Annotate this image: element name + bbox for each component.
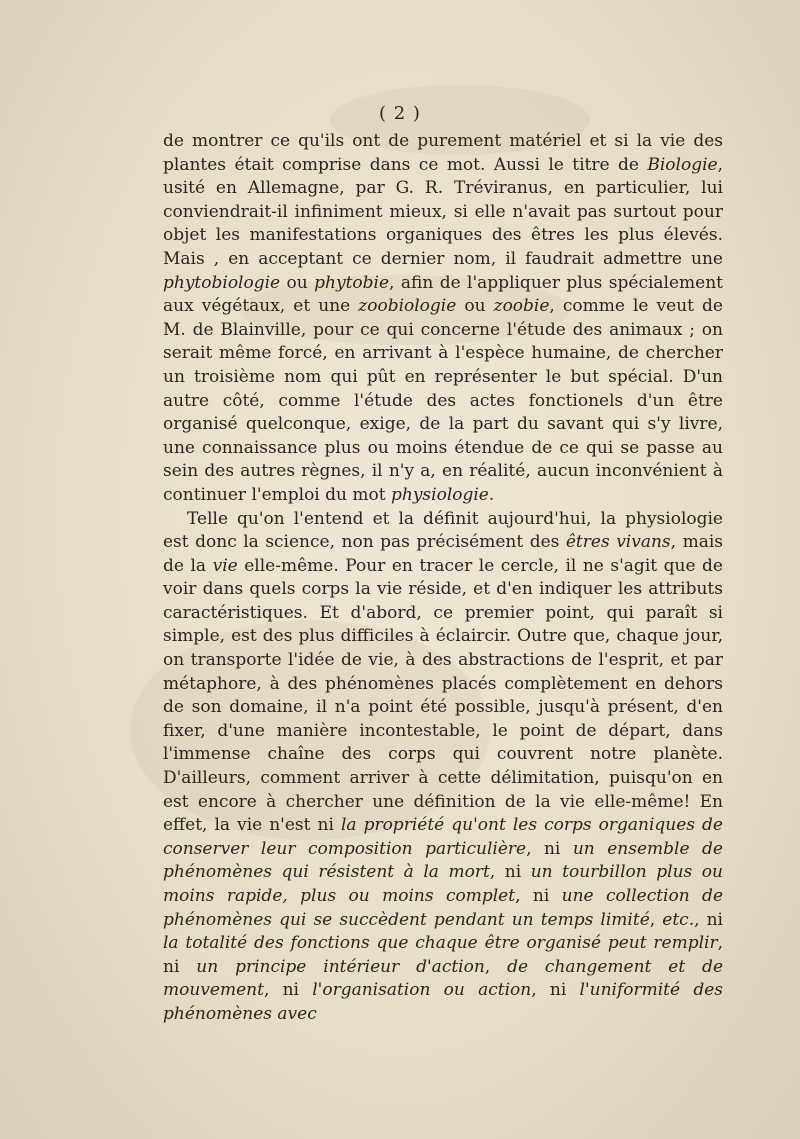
- italic-text: vie: [212, 555, 238, 576]
- text-run: , mais de la: [163, 532, 723, 576]
- italic-text: êtres vivans: [565, 532, 671, 553]
- text-run: , ni: [531, 980, 580, 1001]
- text-run: ou: [456, 296, 494, 317]
- text-run: ou: [280, 272, 315, 293]
- text-run: , ni: [489, 862, 531, 883]
- italic-text: un tourbillon plus ou moins rapide, plus ou moins complet: [163, 862, 723, 906]
- italic-text: un principe intérieur d'action: [196, 956, 485, 977]
- italic-text: l'organisation ou action: [312, 980, 532, 1001]
- italic-text: la propriété qu'ont les corps organiques de conserver leur composition particulière: [163, 815, 723, 859]
- paragraph: [163, 130, 723, 508]
- italic-text: l'uniformité des phénomènes avec: [163, 980, 723, 1024]
- italic-text: une collection de phénomènes qui se succèdent pendant un temps limité: [163, 886, 724, 930]
- text-run: , ni: [263, 980, 313, 1001]
- italic-text: zoobiologie: [358, 296, 457, 317]
- italic-text: etc.: [662, 909, 695, 930]
- text-run: de montrer ce qu'ils ont de purement matériel et si la vie des plantes était comprise dans ce mot. Aussi le titre de: [163, 131, 723, 175]
- italic-text: Biologie: [647, 154, 718, 175]
- text-run: , usité en Allemagne, par G. R. Tréviranus, en particulier, lui conviendrait-il infiniment mieux, si elle n'avait pas surtout pour objet les manifestations organiques des êtres les plus élevés. Mais , en acceptant ce dernier nom, il faudrait admettre une: [163, 154, 723, 269]
- italic-text: de changement et de mouvement: [163, 956, 723, 1001]
- page-number: ( 2 ): [379, 103, 421, 124]
- text-run: , afin de l'appliquer plus spécialement aux végétaux, et une: [163, 272, 724, 317]
- text-run: , comme le veut de M. de Blainville, pour ce qui concerne l'étude des animaux ; on serait même forcé, en arrivant à l'espèce humaine, de chercher un troisième nom qui pût en représenter le but spécial. D'un autre côté, comme l'étude des actes fonctionels d'un être organisé quelconque, exige, de la part du savant qui s'y livre, une connaissance plus ou moins étendue de ce qui se passe au sein des autres règnes, il n'y a, en réalité, aucun inconvénient à continuer l'emploi du mot: [163, 296, 723, 505]
- italic-text: phytobiologie: [163, 272, 281, 293]
- text-run: Telle qu'on l'entend et la définit aujourd'hui, la physiologie est donc la science, non pas précisément des: [163, 508, 723, 553]
- text-run: ,: [484, 956, 508, 977]
- body-text: [163, 130, 723, 1027]
- text-run: elle-même. Pour en tracer le cercle, il ne s'agit que de voir dans quels corps la vie réside, et d'en indiquer les attributs caractéristiques. Et d'abord, ce premier point, qui paraît si simple, est des plus difficiles à éclaircir. Outre que, chaque jour, on transporte l'idée de vie, à des abstractions de l'esprit, et par métaphore, à des phénomènes placés complètement en dehors de son domaine, il n'a point été possible, jusqu'à présent, d'en fixer, d'une manière incontestable, le point de départ, dans l'immense chaîne des corps qui couvrent notre planète. D'ailleurs, comment arriver à cette délimitation, puisqu'on en est encore à chercher une définition de la vie elle-même! En effet, la vie n'est ni: [163, 555, 723, 836]
- text-run: , ni: [694, 909, 723, 930]
- text-run: ,: [649, 909, 663, 930]
- italic-text: physiologie: [390, 484, 489, 505]
- italic-text: zoobie: [493, 296, 550, 317]
- italic-text: la totalité des fonctions que chaque être organisé peut remplir: [163, 933, 718, 954]
- paragraph: [163, 508, 723, 1027]
- italic-text: phytobie: [314, 272, 390, 293]
- text-run: , ni: [515, 886, 562, 906]
- italic-text: un ensemble de phénomènes qui résistent à la mort: [163, 838, 723, 883]
- text-run: .: [488, 484, 495, 505]
- text-run: , ni: [526, 838, 573, 859]
- text-run: , ni: [163, 933, 723, 977]
